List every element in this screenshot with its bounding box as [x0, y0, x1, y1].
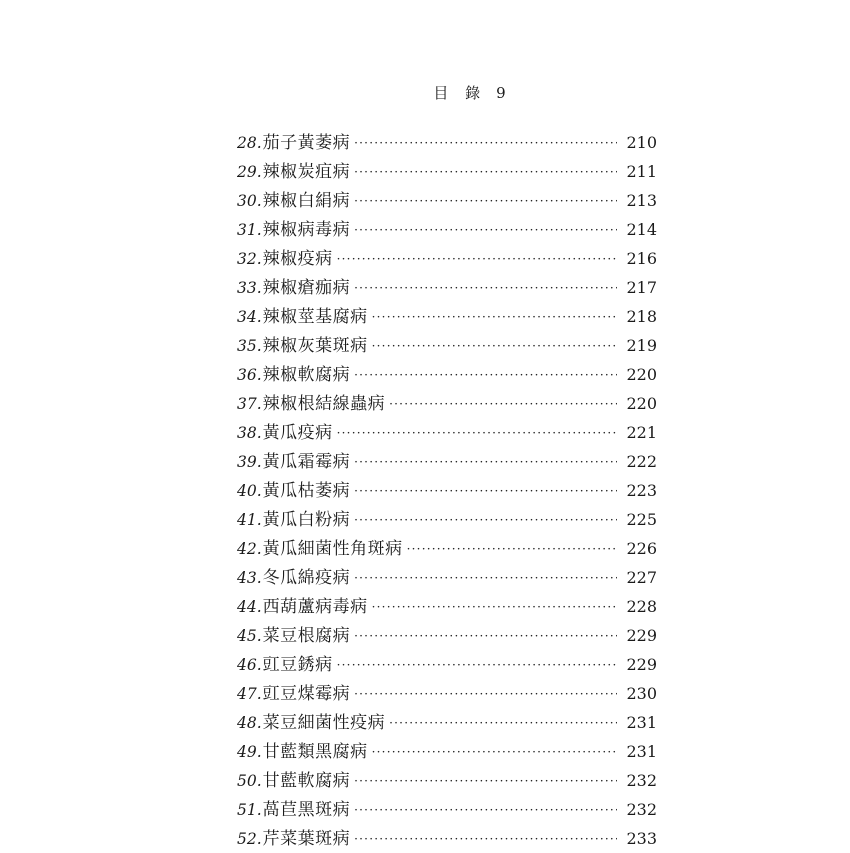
toc-entry-title: 辣椒病毒病: [262, 220, 351, 240]
toc-entry[interactable]: [237, 534, 657, 563]
toc-leader-dots: [354, 369, 617, 386]
toc-entry-title: 辣椒莖基腐病: [262, 307, 368, 327]
toc-entry-title: 甘藍類黑腐病: [262, 742, 368, 762]
toc-entry-page: 223: [626, 481, 657, 500]
toc-entry-title: 黃瓜疫病: [262, 423, 333, 443]
toc-entry-title: 西葫蘆病毒病: [262, 597, 368, 617]
toc-entry-page: 221: [626, 423, 657, 442]
toc-entry[interactable]: [237, 447, 657, 476]
toc-entry-page: 211: [626, 162, 657, 181]
toc-leader-dots: [354, 514, 617, 531]
toc-entry-page: 220: [626, 365, 657, 384]
toc-entry[interactable]: [237, 273, 657, 302]
toc-leader-dots: [354, 282, 617, 299]
toc-entry-number: 42.: [237, 540, 262, 558]
toc-leader-dots: [354, 456, 617, 473]
toc-entry-page: 214: [626, 220, 657, 239]
toc-entry-number: 32.: [237, 250, 262, 268]
toc-entry[interactable]: [237, 766, 657, 795]
toc-entry-number: 29.: [237, 163, 262, 181]
toc-entry-title: 辣椒灰葉斑病: [262, 336, 368, 356]
toc-entry-number: 28.: [237, 134, 262, 152]
toc-entry-page: 210: [626, 133, 657, 152]
toc-entry-number: 33.: [237, 279, 262, 297]
toc-entry[interactable]: [237, 505, 657, 534]
toc-entry[interactable]: [237, 737, 657, 766]
toc-entry-page: 231: [626, 713, 657, 732]
toc-entry-page: 229: [626, 626, 657, 645]
toc-entry-number: 31.: [237, 221, 262, 239]
toc-leader-dots: [354, 804, 617, 821]
toc-entry-title: 菜豆細菌性疫病: [262, 713, 386, 733]
toc-entry[interactable]: [237, 476, 657, 505]
toc-entry-page: 216: [626, 249, 657, 268]
toc-entry-number: 39.: [237, 453, 262, 471]
toc-entry-title: 豇豆煤霉病: [262, 684, 351, 704]
toc-entry-title: 甘藍軟腐病: [262, 771, 351, 791]
toc-leader-dots: [354, 485, 617, 502]
toc-entry-title: 菜豆根腐病: [262, 626, 351, 646]
toc-entry[interactable]: [237, 215, 657, 244]
toc-leader-dots: [389, 717, 617, 734]
toc-entry-number: 34.: [237, 308, 262, 326]
toc-entry-page: 213: [626, 191, 657, 210]
toc-entry-title: 黃瓜霜霉病: [262, 452, 351, 472]
toc-entry-number: 40.: [237, 482, 262, 500]
toc-entry-number: 52.: [237, 830, 262, 848]
toc-entry-title: 豇豆銹病: [262, 655, 333, 675]
toc-entry[interactable]: [237, 621, 657, 650]
toc-entry[interactable]: [237, 360, 657, 389]
toc-entry-number: 30.: [237, 192, 262, 210]
toc-entry[interactable]: [237, 795, 657, 824]
toc-leader-dots: [354, 833, 617, 850]
toc-entry[interactable]: [237, 128, 657, 157]
table-of-contents: [237, 128, 657, 853]
toc-entry[interactable]: [237, 186, 657, 215]
toc-entry-title: 黃瓜枯萎病: [262, 481, 351, 501]
toc-entry-number: 37.: [237, 395, 262, 413]
toc-entry-number: 49.: [237, 743, 262, 761]
toc-entry[interactable]: [237, 302, 657, 331]
toc-entry[interactable]: [237, 650, 657, 679]
toc-entry-page: 231: [626, 742, 657, 761]
toc-entry-page: 232: [626, 771, 657, 790]
toc-leader-dots: [372, 311, 617, 328]
toc-entry-page: 226: [626, 539, 657, 558]
toc-leader-dots: [354, 630, 617, 647]
toc-entry-page: 229: [626, 655, 657, 674]
toc-entry-page: 220: [626, 394, 657, 413]
running-head-page-number: 9: [496, 84, 507, 102]
toc-leader-dots: [354, 572, 617, 589]
toc-entry[interactable]: [237, 824, 657, 853]
toc-entry-title: 辣椒軟腐病: [262, 365, 351, 385]
toc-entry-title: 辣椒根結線蟲病: [262, 394, 386, 414]
toc-entry-number: 44.: [237, 598, 262, 616]
toc-entry-number: 41.: [237, 511, 262, 529]
toc-entry-page: 222: [626, 452, 657, 471]
toc-entry-title: 辣椒瘡痂病: [262, 278, 351, 298]
toc-entry-page: 228: [626, 597, 657, 616]
toc-entry-title: 辣椒炭疽病: [262, 162, 351, 182]
toc-entry-number: 45.: [237, 627, 262, 645]
toc-leader-dots: [354, 137, 617, 154]
toc-entry-page: 225: [626, 510, 657, 529]
toc-leader-dots: [407, 543, 617, 560]
toc-entry-page: 233: [626, 829, 657, 848]
toc-entry-page: 232: [626, 800, 657, 819]
toc-entry-title: 冬瓜綿疫病: [262, 568, 351, 588]
toc-entry-title: 黃瓜細菌性角斑病: [262, 539, 403, 559]
toc-entry-page: 219: [626, 336, 657, 355]
toc-entry-number: 47.: [237, 685, 262, 703]
toc-leader-dots: [354, 166, 617, 183]
toc-entry-number: 35.: [237, 337, 262, 355]
toc-entry-page: 217: [626, 278, 657, 297]
toc-entry-page: 227: [626, 568, 657, 587]
toc-entry-page: 218: [626, 307, 657, 326]
toc-entry-title: 芹菜葉斑病: [262, 829, 351, 849]
toc-leader-dots: [337, 427, 617, 444]
toc-leader-dots: [337, 659, 617, 676]
toc-entry-number: 36.: [237, 366, 262, 384]
toc-entry-number: 43.: [237, 569, 262, 587]
toc-entry[interactable]: [237, 679, 657, 708]
toc-entry[interactable]: [237, 563, 657, 592]
toc-entry[interactable]: [237, 244, 657, 273]
toc-entry-page: 230: [626, 684, 657, 703]
toc-entry-title: 辣椒白絹病: [262, 191, 351, 211]
toc-entry[interactable]: [237, 389, 657, 418]
toc-leader-dots: [354, 195, 617, 212]
toc-leader-dots: [372, 746, 617, 763]
toc-entry-number: 48.: [237, 714, 262, 732]
toc-leader-dots: [372, 601, 617, 618]
toc-entry-title: 黃瓜白粉病: [262, 510, 351, 530]
toc-entry-number: 46.: [237, 656, 262, 674]
toc-leader-dots: [337, 253, 617, 270]
toc-entry-title: 萵苣黑斑病: [262, 800, 351, 820]
toc-entry-title: 茄子黃萎病: [262, 133, 351, 153]
toc-leader-dots: [354, 224, 617, 241]
toc-entry-title: 辣椒疫病: [262, 249, 333, 269]
toc-leader-dots: [354, 688, 617, 705]
toc-entry[interactable]: [237, 157, 657, 186]
running-head: [0, 82, 850, 103]
toc-entry[interactable]: [237, 331, 657, 360]
toc-entry-number: 38.: [237, 424, 262, 442]
toc-leader-dots: [389, 398, 617, 415]
running-head-label: 目 錄: [433, 84, 487, 102]
toc-entry-number: 51.: [237, 801, 262, 819]
toc-leader-dots: [354, 775, 617, 792]
toc-leader-dots: [372, 340, 617, 357]
toc-entry[interactable]: [237, 418, 657, 447]
toc-entry[interactable]: [237, 592, 657, 621]
toc-entry[interactable]: [237, 708, 657, 737]
toc-entry-number: 50.: [237, 772, 262, 790]
